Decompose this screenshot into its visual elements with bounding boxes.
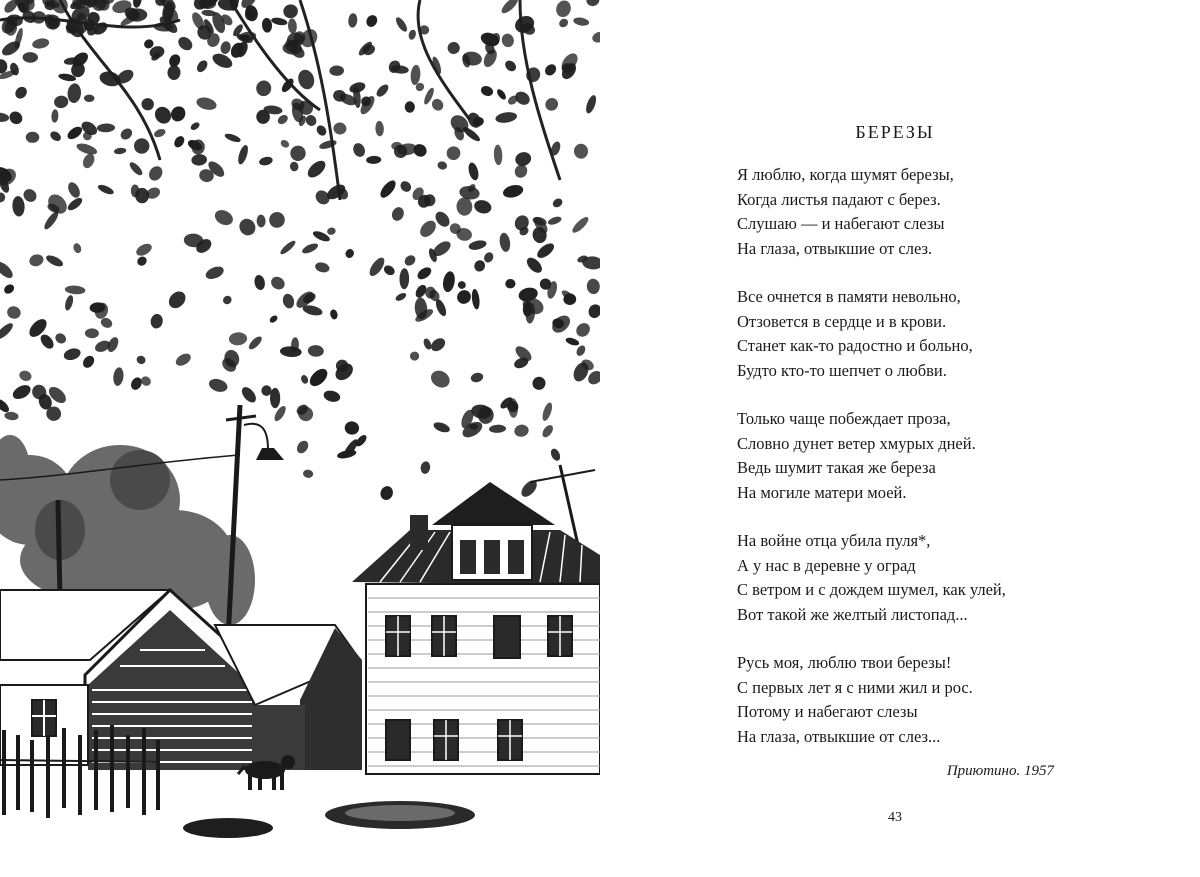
poem-line: Словно дунет ветер хмурых дней. bbox=[737, 433, 976, 453]
text-page bbox=[600, 0, 1200, 877]
poem-line: На могиле матери моей. bbox=[737, 482, 907, 502]
poem-title: БЕРЕЗЫ bbox=[855, 122, 935, 142]
poem-line: Слушаю — и набегают слезы bbox=[737, 214, 945, 233]
poem-line: Станет как-то радостно и больно, bbox=[737, 336, 973, 355]
poem-line: С первых лет я с ними жил и рос. bbox=[737, 677, 973, 697]
poem-line: На войне отца убила пуля*, bbox=[737, 531, 931, 550]
right-house bbox=[352, 482, 600, 774]
poem-body bbox=[737, 163, 1157, 773]
page-number: 43 bbox=[888, 810, 902, 825]
stanza bbox=[737, 651, 1157, 749]
poem-line: Ведь шумит такая же береза bbox=[737, 458, 936, 477]
poem-line: Когда листья падают с берез. bbox=[737, 189, 941, 209]
stanza bbox=[737, 285, 1157, 383]
stanza bbox=[737, 529, 1157, 627]
puddles bbox=[183, 801, 475, 838]
poem-line: Будто кто-то шепчет о любви. bbox=[737, 360, 947, 380]
birch-leaves bbox=[0, 0, 600, 502]
poem-line: Я люблю, когда шумят березы, bbox=[737, 165, 954, 184]
poem-line: С ветром и с дождем шумел, как улей, bbox=[737, 580, 1006, 599]
poem-line: Потому и набегают слезы bbox=[737, 702, 918, 721]
poem-line: На глаза, отвыкшие от слез... bbox=[737, 726, 941, 746]
poem-line: Только чаще побеждает проза, bbox=[737, 409, 951, 428]
poem-line: Отзовется в сердце и в крови. bbox=[737, 311, 947, 331]
stanza bbox=[737, 407, 1157, 505]
poem-signature: Приютино. 1957 bbox=[946, 763, 1054, 779]
poem-line: Русь моя, люблю твои березы! bbox=[737, 653, 952, 672]
poem-line: Вот такой же желтый листопад... bbox=[737, 604, 968, 624]
poem-line: А у нас в деревне у оград bbox=[737, 555, 916, 575]
poem-line: На глаза, отвыкшие от слез. bbox=[737, 238, 933, 258]
stanza bbox=[737, 163, 1157, 261]
poem-line: Все очнется в памяти невольно, bbox=[737, 287, 961, 306]
